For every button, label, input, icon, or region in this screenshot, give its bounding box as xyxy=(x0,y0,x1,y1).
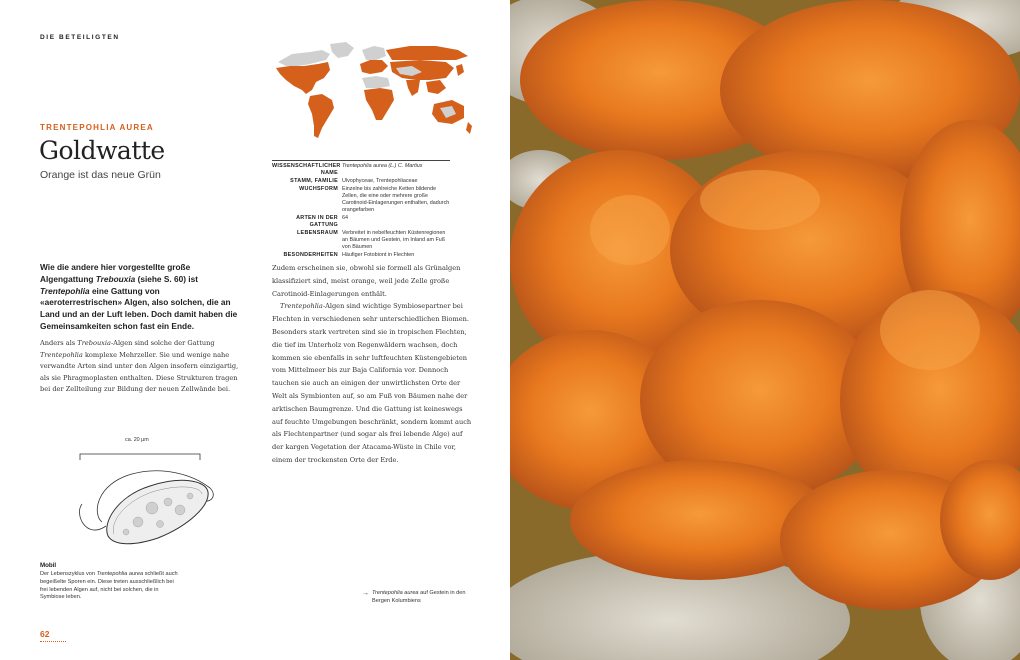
caption-species: Trentepohlia aurea xyxy=(96,571,144,577)
map-new-zealand xyxy=(466,122,472,134)
body-paragraph xyxy=(272,300,472,466)
scale-label: ca. 20 µm xyxy=(125,437,149,443)
fact-key: WISSENSCHAFTLICHER NAME xyxy=(272,163,341,176)
figure-caption xyxy=(40,571,180,602)
caption-text: auf Gestein in den Bergen Kolumbiens xyxy=(372,590,466,604)
map-europe-north xyxy=(362,46,386,60)
arrow-right-icon: → xyxy=(362,590,369,597)
fact-table xyxy=(272,160,450,260)
fact-value: Trentepohlia aurea (L.) C. Martius xyxy=(342,163,423,169)
lead-genus: Trentepohlia xyxy=(40,285,90,296)
body-genus: Trentepohlia xyxy=(40,350,83,359)
right-page-photo xyxy=(510,0,1020,660)
fact-value: 64 xyxy=(342,215,348,221)
fact-key: WUCHSFORM xyxy=(299,186,338,192)
map-africa xyxy=(364,88,394,120)
fact-key: BESONDERHEITEN xyxy=(283,252,338,258)
page-number-rule xyxy=(40,641,66,642)
body-paragraph: Zudem erscheinen sie, obwohl sie formell als Grünalgen klassifiziert sind, meist orange, weil jede Zelle große Carotinoid-Einlagerungen enthält. xyxy=(272,264,461,298)
fact-row xyxy=(272,252,450,259)
fact-row xyxy=(272,215,450,229)
lichen-photo xyxy=(510,0,1020,660)
photo-caption xyxy=(362,590,482,605)
lichen-highlight xyxy=(880,290,980,370)
map-south-america xyxy=(308,94,334,138)
caption-text: Der Lebenszyklus von xyxy=(40,571,97,577)
photo-caption-text xyxy=(362,590,482,605)
cell-granule xyxy=(146,502,158,514)
fact-row xyxy=(272,230,450,251)
fact-value: Ulvophyceae, Trentepohliaceae xyxy=(342,178,418,184)
lead-text: Wie die andere hier vorgestellte große Algengattung xyxy=(40,262,191,284)
body-text-left xyxy=(40,338,245,396)
body-text: Anders als xyxy=(40,339,78,347)
distribution-map xyxy=(270,38,475,142)
body-genus: Trentepohlia xyxy=(280,302,323,311)
body-text: -Algen sind solche der Gattung xyxy=(110,339,215,347)
map-africa-north xyxy=(362,76,390,88)
cell-granule xyxy=(133,517,143,527)
caption-text: schließt auch begeißelte Sporen ein. Diese treten ausschließlich bei frei lebenden Algen auf, nicht bei solchen, die in Symbiose leben. xyxy=(40,571,178,601)
fact-key: ARTEN IN DER GATTUNG xyxy=(296,215,338,228)
lead-genus: Trebouxia xyxy=(95,273,136,284)
cell-granule xyxy=(123,529,129,535)
running-head: DIE BETEILIGTEN xyxy=(40,34,120,41)
figure-caption-title: Mobil xyxy=(40,562,57,569)
fact-row xyxy=(272,163,450,177)
body-text: -Algen sind wichtige Symbiosepartner bei Flechten in verschiedenen sehr unterschiedlichen Biomen. Besonders stark vertreten sind sie in tropischen Flechten, die tief im Unterholz von Regenwäldern wachsen, doch kommen sie ebenfalls in sehr luftfeuchten Küstengebieten vom Mittelmeer bis zur Baja California vor. Dennoch tauchen sie auch an einigen der unwirtlichsten Orte der Welt als Symbionten auf, so am Fuß von Bäumen nahe der arktischen Baumgrenze. Und die Gattung ist keineswegs auf feuchte Umgebungen beschränkt, sondern kommt auch als Flechtenpartner (und sogar als frei lebende Alge) auf der kargen Vegetation der Atacama-Wüste in Chile vor, einem der trockensten Orte der Erde. xyxy=(272,302,472,464)
body-text: komplexe Mehrzeller. Sie und wenige nahe verwandte Arten sind unter den Algen insofern einzigartig, als sie Phragmoplasten enthalten. Diese Strukturen tragen bei der Zellteilung zur Bildung der neuen Zellwände bei. xyxy=(40,350,239,394)
fact-value: Verbreitet in nebelfeuchten Küstenregionen an Bäumen und Gestein, im Inland am Fuß von Bäumen xyxy=(342,230,446,250)
map-japan xyxy=(456,64,464,76)
map-north-america xyxy=(276,62,330,94)
fact-value: Einzelne bis zahlreiche Ketten bildende Zellen, die eine oder mehrere große Carotinoid-Einlagerungen enthalten, dadurch orangefarben xyxy=(342,186,450,213)
cell-granule xyxy=(157,521,164,528)
cell-granule xyxy=(175,505,185,515)
flagellum xyxy=(79,504,106,530)
cell-granule xyxy=(164,498,172,506)
fact-key: LEBENSRAUM xyxy=(296,230,338,236)
cell-body xyxy=(107,480,208,543)
lead-paragraph xyxy=(40,262,240,333)
cell-illustration xyxy=(72,444,222,554)
fact-row xyxy=(272,178,450,185)
fact-key: STAMM, FAMILIE xyxy=(290,178,338,184)
map-se-asia xyxy=(426,80,446,94)
scale-bracket xyxy=(80,454,200,460)
species-label: TRENTEPOHLIA AUREA xyxy=(40,123,154,132)
lichen-highlight xyxy=(590,195,670,265)
body-text-right xyxy=(272,262,472,467)
map-greenland xyxy=(330,42,354,58)
lead-text: eine Gattung von «aeroterrestrischen» Algen, also solchen, die an Land und an der Luft leben. Doch damit haben die Gemeinsamkeiten schon fast ein Ende. xyxy=(40,285,238,331)
lichen-highlight xyxy=(700,170,820,230)
fact-value: Häufiger Fotobiont in Flechten xyxy=(342,252,415,258)
page-subtitle: Orange ist das neue Grün xyxy=(40,169,161,181)
page-number: 62 xyxy=(40,629,50,639)
page-title: Goldwatte xyxy=(39,136,165,165)
photo-caption-species: Trentepohlia aurea xyxy=(372,590,419,596)
cell-granule xyxy=(187,493,193,499)
fact-row xyxy=(272,186,450,214)
map-india xyxy=(406,80,420,96)
lead-text: (siehe S. 60) ist xyxy=(135,273,198,284)
map-asia-north xyxy=(386,46,468,60)
body-genus: Trebouxia xyxy=(77,339,111,347)
map-europe xyxy=(360,60,388,74)
